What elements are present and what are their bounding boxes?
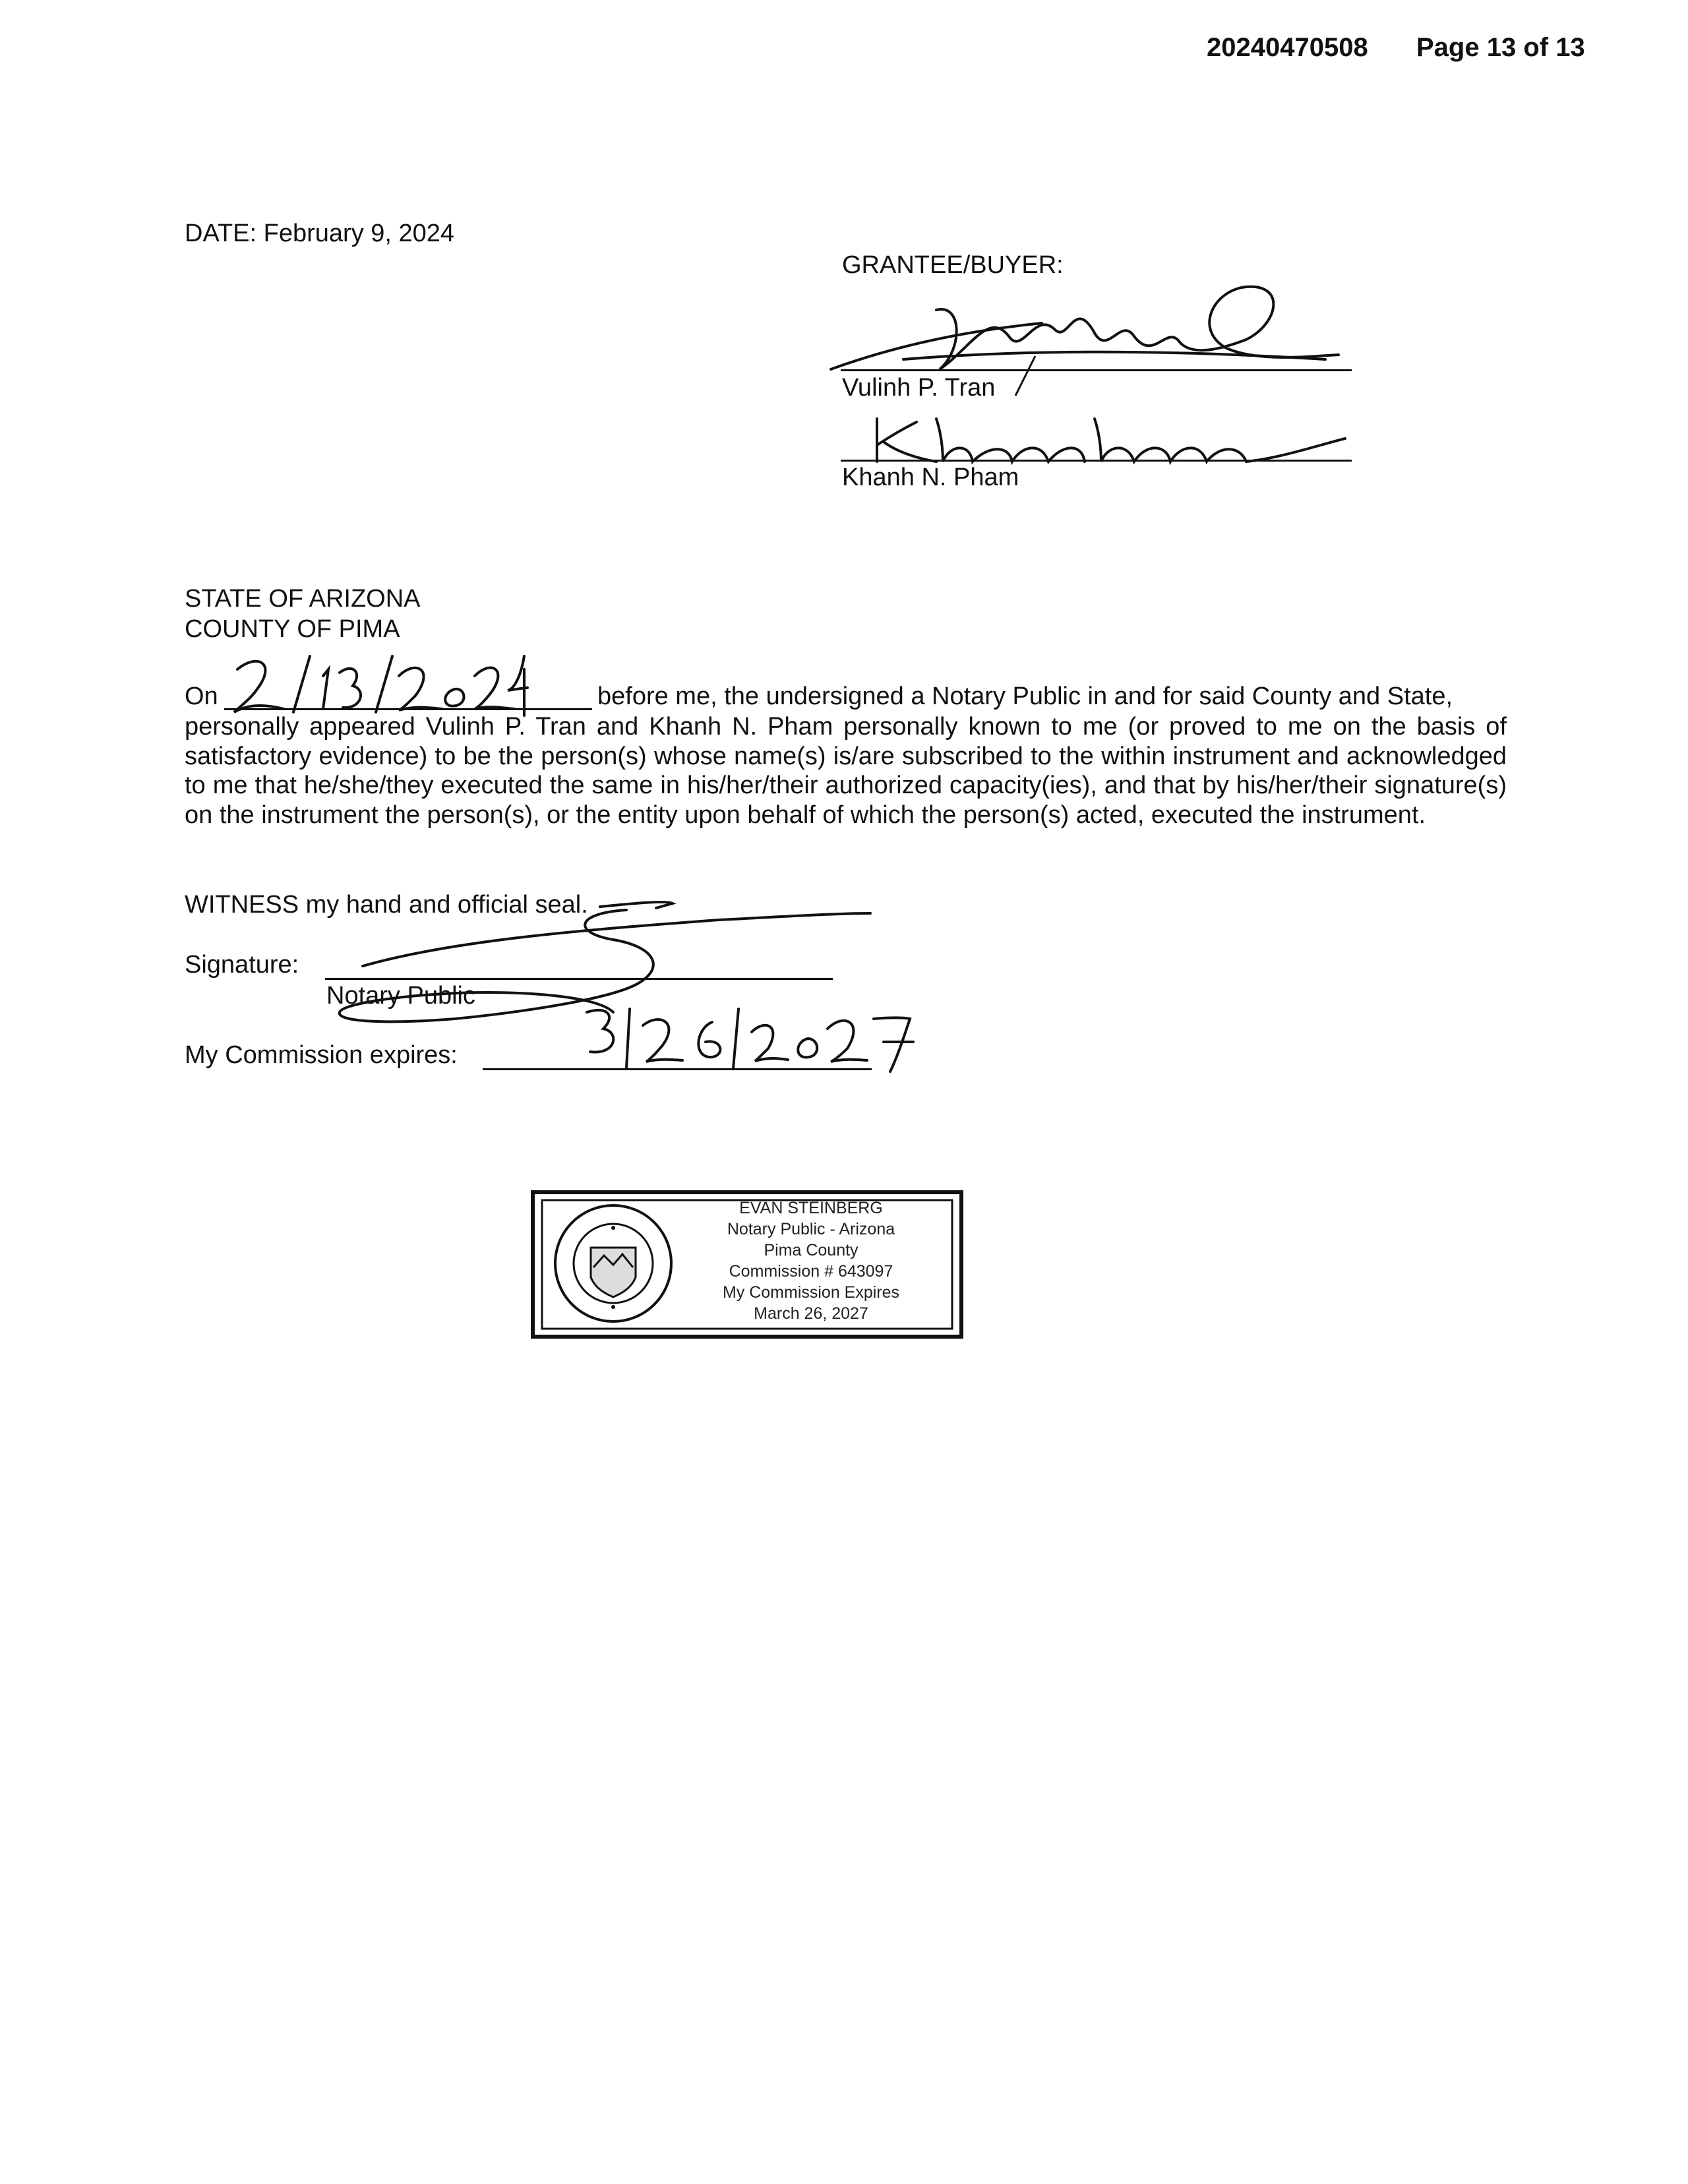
notary-title: Notary Public - Arizona [727,1220,895,1238]
handwritten-commission-date [580,999,923,1078]
commission-expires-date: March 26, 2027 [754,1304,868,1323]
signature-label: Signature: [185,951,299,979]
grantee-heading: GRANTEE/BUYER: [842,251,1064,279]
venue-state: STATE OF ARIZONA [185,585,421,613]
acknowledgment-first-line: before me, the undersigned a Notary Public in and for said County and State, [597,682,1453,710]
handwritten-date-2-13-2024 [224,650,528,722]
recording-number: 20240470508 [1207,33,1368,62]
acknowledgment-body: personally appeared Vulinh P. Tran and Khanh N. Pham personally known to me (or proved to me on the basis of satisfactory evidence) to be the person(s) whose name(s) is/are subscribed to the within instrument and acknowledged to me that he/she/they executed the same in his/her/their authorized capacity(ies), and that by his/her/their signature(s) on the instrument the person(s), or the entity upon behalf of which the person(s) acted, executed the instrument. [185,713,1507,829]
witness-text: WITNESS my hand and official seal. [185,891,588,919]
on-label: On [185,682,218,710]
date-line: DATE: February 9, 2024 [185,220,455,247]
commission-label: My Commission expires: [185,1041,458,1069]
venue-county: COUNTY OF PIMA [185,615,400,643]
notary-name: EVAN STEINBERG [739,1199,883,1217]
stamp-text-block [699,1198,923,1324]
notary-county: Pima County [764,1241,859,1259]
signer-name-1: Vulinh P. Tran [842,374,996,402]
great-seal-icon [551,1201,675,1325]
notary-public-label: Notary Public [326,982,475,1010]
page-number: Page 13 of 13 [1416,33,1585,62]
signer-name-2: Khanh N. Pham [842,464,1019,491]
signature-line-2 [841,460,1352,462]
commission-expires-label: My Commission Expires [722,1283,900,1302]
signature-line-1 [841,369,1352,371]
notary-stamp [528,1187,967,1342]
commission-number: Commission # 643097 [729,1262,893,1281]
